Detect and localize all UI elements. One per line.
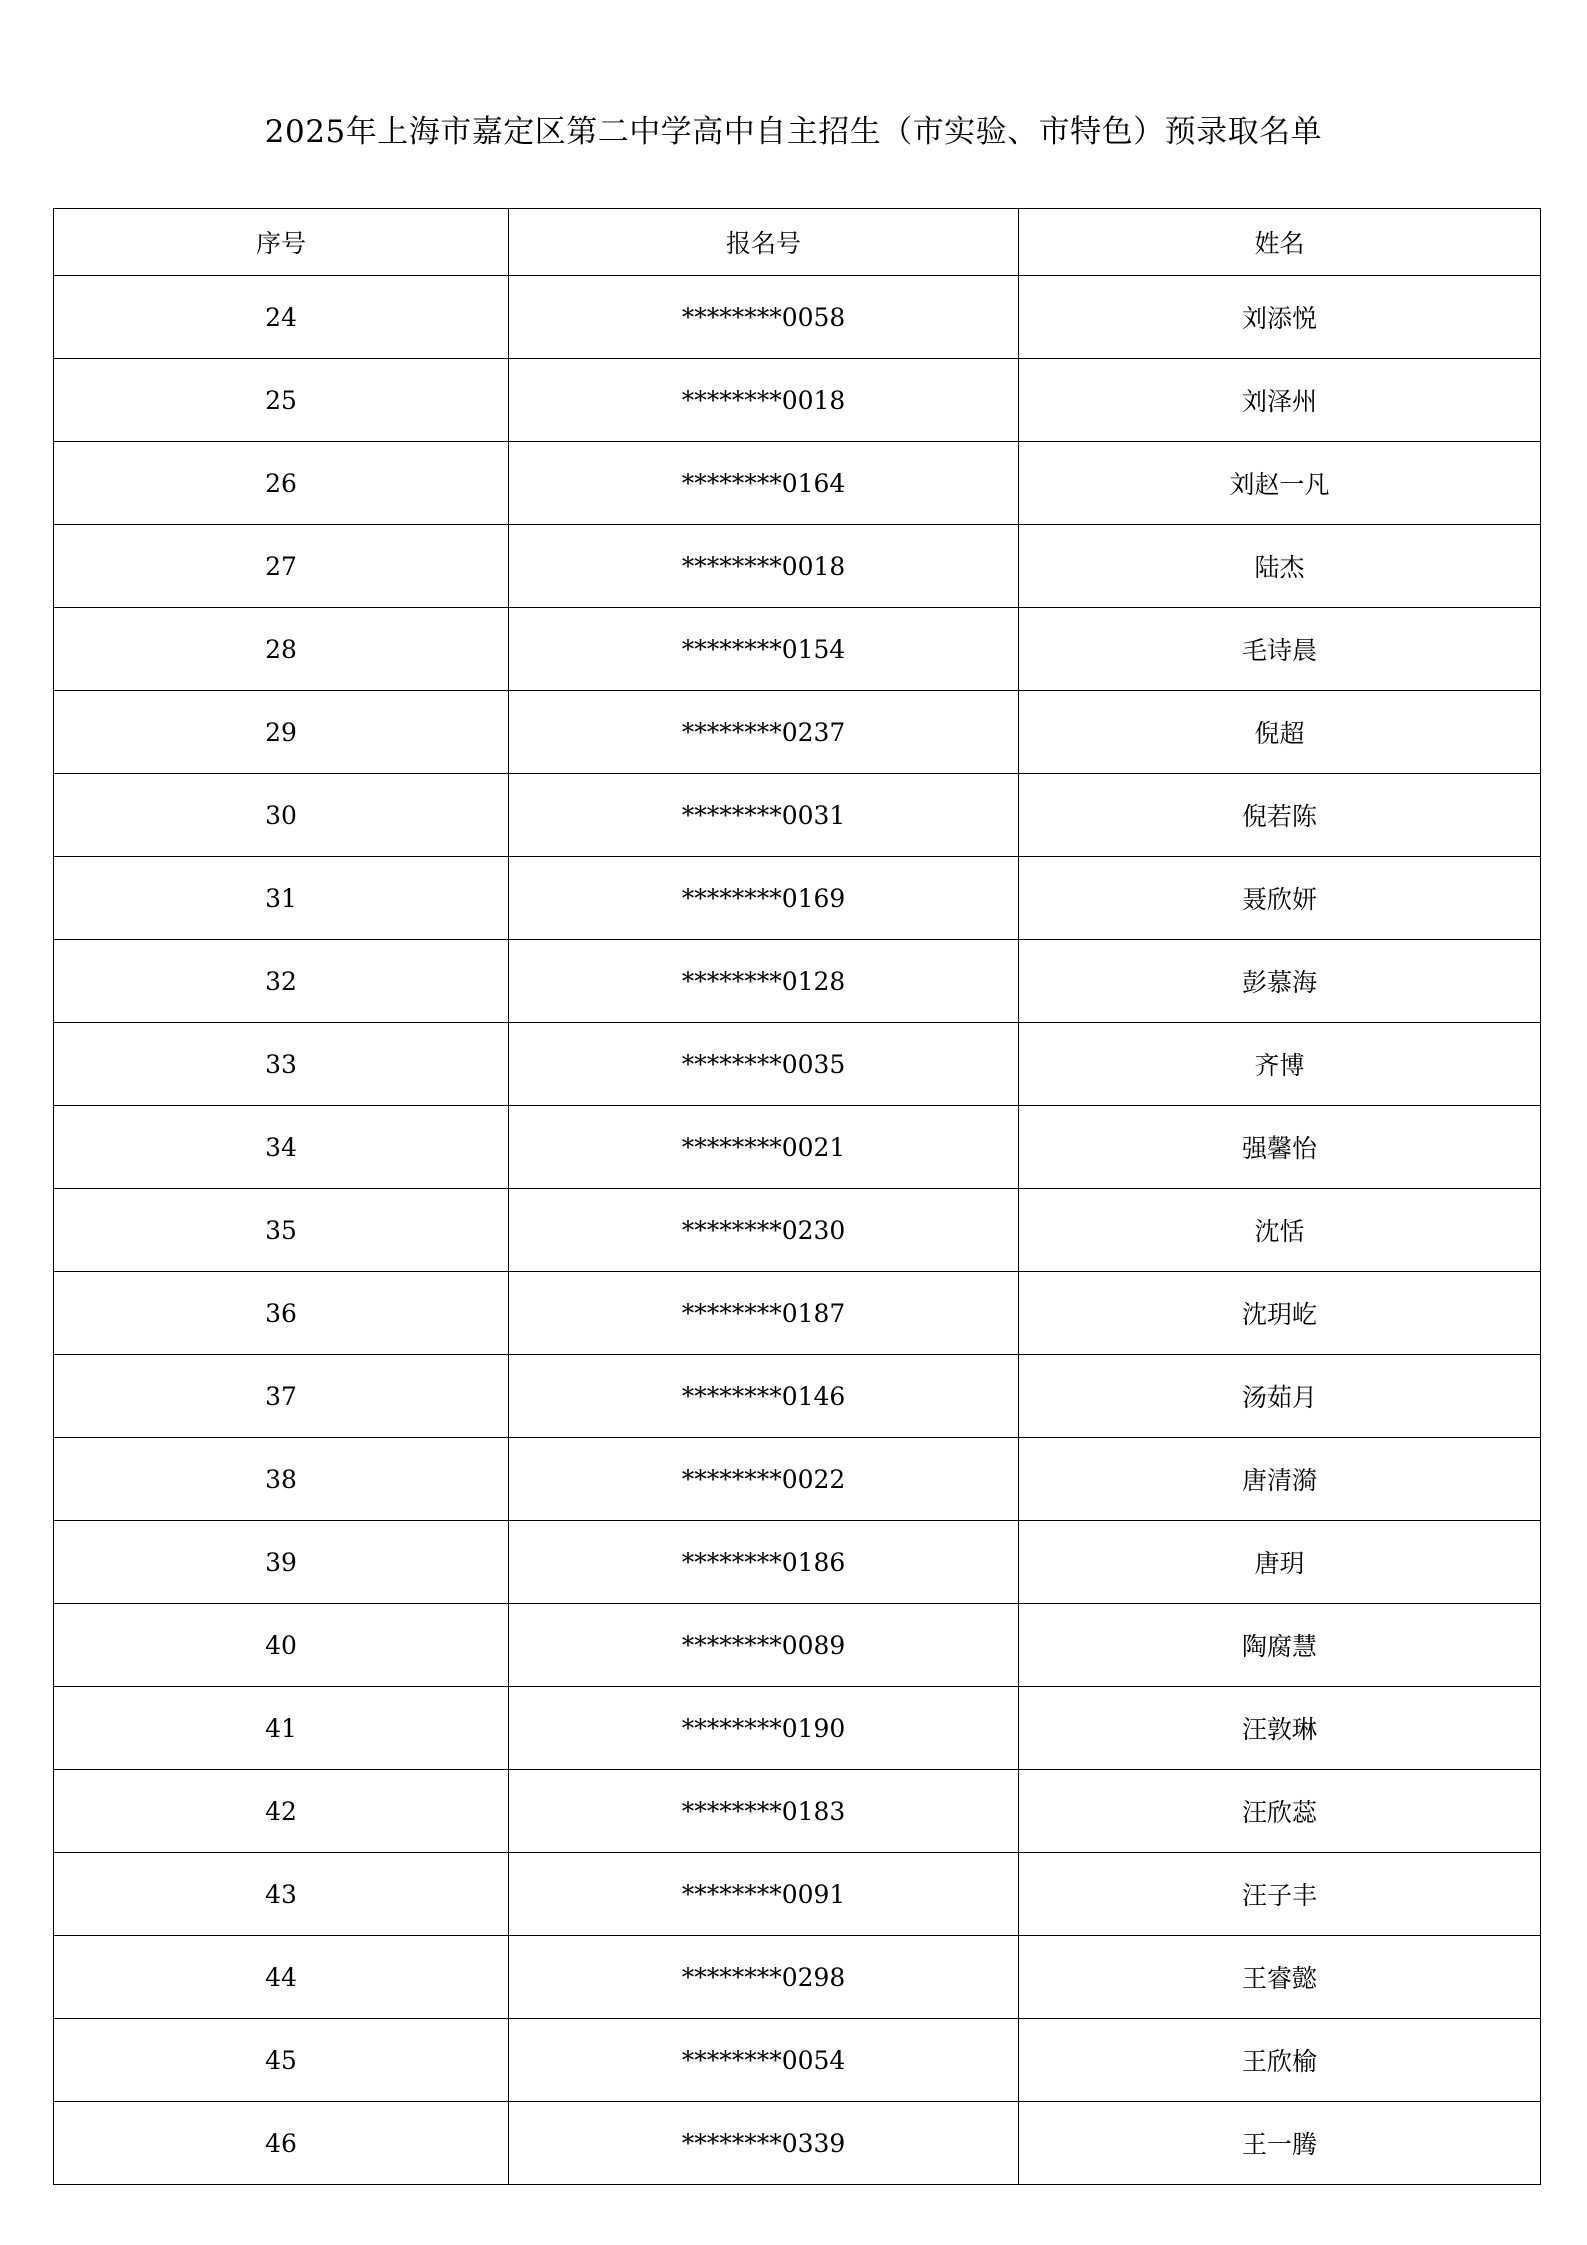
- cell-name: 刘泽州: [1019, 359, 1541, 442]
- cell-seq: 45: [54, 2019, 509, 2102]
- table-row: [54, 940, 1541, 1023]
- header-row: [54, 209, 1541, 276]
- cell-name: 唐清漪: [1019, 1438, 1541, 1521]
- cell-reg: ********0054: [509, 2019, 1019, 2102]
- cell-name: 倪超: [1019, 691, 1541, 774]
- cell-reg: ********0230: [509, 1189, 1019, 1272]
- table-row: [54, 276, 1541, 359]
- cell-seq: 44: [54, 1936, 509, 2019]
- cell-reg: ********0091: [509, 1853, 1019, 1936]
- cell-reg: ********0169: [509, 857, 1019, 940]
- cell-seq: 41: [54, 1687, 509, 1770]
- document-title: 2025年上海市嘉定区第二中学高中自主招生（市实验、市特色）预录取名单: [264, 114, 1323, 150]
- cell-name: 陆杰: [1019, 525, 1541, 608]
- table-row: [54, 1189, 1541, 1272]
- cell-seq: 29: [54, 691, 509, 774]
- cell-seq: 24: [54, 276, 509, 359]
- cell-name: 毛诗晨: [1019, 608, 1541, 691]
- cell-seq: 36: [54, 1272, 509, 1355]
- table-row: [54, 691, 1541, 774]
- table-row: [54, 1106, 1541, 1189]
- cell-name: 彭慕海: [1019, 940, 1541, 1023]
- admission-list-table: [53, 208, 1541, 2185]
- cell-seq: 40: [54, 1604, 509, 1687]
- cell-name: 汪欣蕊: [1019, 1770, 1541, 1853]
- cell-reg: ********0021: [509, 1106, 1019, 1189]
- cell-reg: ********0154: [509, 608, 1019, 691]
- cell-seq: 38: [54, 1438, 509, 1521]
- cell-seq: 27: [54, 525, 509, 608]
- cell-reg: ********0339: [509, 2102, 1019, 2185]
- cell-name: 王睿懿: [1019, 1936, 1541, 2019]
- table-row: [54, 359, 1541, 442]
- column-header-seq: 序号: [54, 209, 509, 276]
- table-row: [54, 1438, 1541, 1521]
- cell-name: 刘添悦: [1019, 276, 1541, 359]
- table-row: [54, 608, 1541, 691]
- cell-reg: ********0186: [509, 1521, 1019, 1604]
- cell-seq: 35: [54, 1189, 509, 1272]
- table-row: [54, 2019, 1541, 2102]
- table-row: [54, 1023, 1541, 1106]
- cell-name: 聂欣妍: [1019, 857, 1541, 940]
- cell-reg: ********0146: [509, 1355, 1019, 1438]
- cell-seq: 32: [54, 940, 509, 1023]
- table-row: [54, 1355, 1541, 1438]
- cell-name: 倪若陈: [1019, 774, 1541, 857]
- table-row: [54, 525, 1541, 608]
- table-row: [54, 1770, 1541, 1853]
- table-row: [54, 1272, 1541, 1355]
- cell-seq: 31: [54, 857, 509, 940]
- cell-name: 王欣榆: [1019, 2019, 1541, 2102]
- table-row: [54, 2102, 1541, 2185]
- cell-name: 刘赵一凡: [1019, 442, 1541, 525]
- cell-reg: ********0187: [509, 1272, 1019, 1355]
- cell-reg: ********0031: [509, 774, 1019, 857]
- cell-seq: 42: [54, 1770, 509, 1853]
- cell-reg: ********0058: [509, 276, 1019, 359]
- column-header-name: 姓名: [1019, 209, 1541, 276]
- cell-reg: ********0018: [509, 359, 1019, 442]
- table-row: [54, 1853, 1541, 1936]
- cell-reg: ********0035: [509, 1023, 1019, 1106]
- cell-name: 汪敦琳: [1019, 1687, 1541, 1770]
- cell-reg: ********0237: [509, 691, 1019, 774]
- cell-seq: 30: [54, 774, 509, 857]
- cell-reg: ********0022: [509, 1438, 1019, 1521]
- cell-name: 齐博: [1019, 1023, 1541, 1106]
- cell-reg: ********0128: [509, 940, 1019, 1023]
- cell-name: 陶腐慧: [1019, 1604, 1541, 1687]
- cell-reg: ********0183: [509, 1770, 1019, 1853]
- cell-seq: 34: [54, 1106, 509, 1189]
- cell-seq: 37: [54, 1355, 509, 1438]
- cell-reg: ********0018: [509, 525, 1019, 608]
- cell-reg: ********0089: [509, 1604, 1019, 1687]
- cell-name: 沈玥屹: [1019, 1272, 1541, 1355]
- cell-reg: ********0298: [509, 1936, 1019, 2019]
- cell-name: 唐玥: [1019, 1521, 1541, 1604]
- cell-seq: 25: [54, 359, 509, 442]
- table-row: [54, 857, 1541, 940]
- cell-name: 王一腾: [1019, 2102, 1541, 2185]
- table-row: [54, 442, 1541, 525]
- table-row: [54, 1604, 1541, 1687]
- cell-seq: 28: [54, 608, 509, 691]
- cell-name: 强馨怡: [1019, 1106, 1541, 1189]
- cell-reg: ********0190: [509, 1687, 1019, 1770]
- table-row: [54, 774, 1541, 857]
- cell-name: 汤茹月: [1019, 1355, 1541, 1438]
- column-header-reg: 报名号: [509, 209, 1019, 276]
- table-header: [54, 209, 1541, 276]
- table-row: [54, 1936, 1541, 2019]
- cell-seq: 26: [54, 442, 509, 525]
- table-row: [54, 1687, 1541, 1770]
- cell-seq: 43: [54, 1853, 509, 1936]
- cell-seq: 33: [54, 1023, 509, 1106]
- cell-seq: 46: [54, 2102, 509, 2185]
- table-body: [54, 276, 1541, 2185]
- cell-reg: ********0164: [509, 442, 1019, 525]
- cell-seq: 39: [54, 1521, 509, 1604]
- cell-name: 汪子丰: [1019, 1853, 1541, 1936]
- cell-name: 沈恬: [1019, 1189, 1541, 1272]
- table-row: [54, 1521, 1541, 1604]
